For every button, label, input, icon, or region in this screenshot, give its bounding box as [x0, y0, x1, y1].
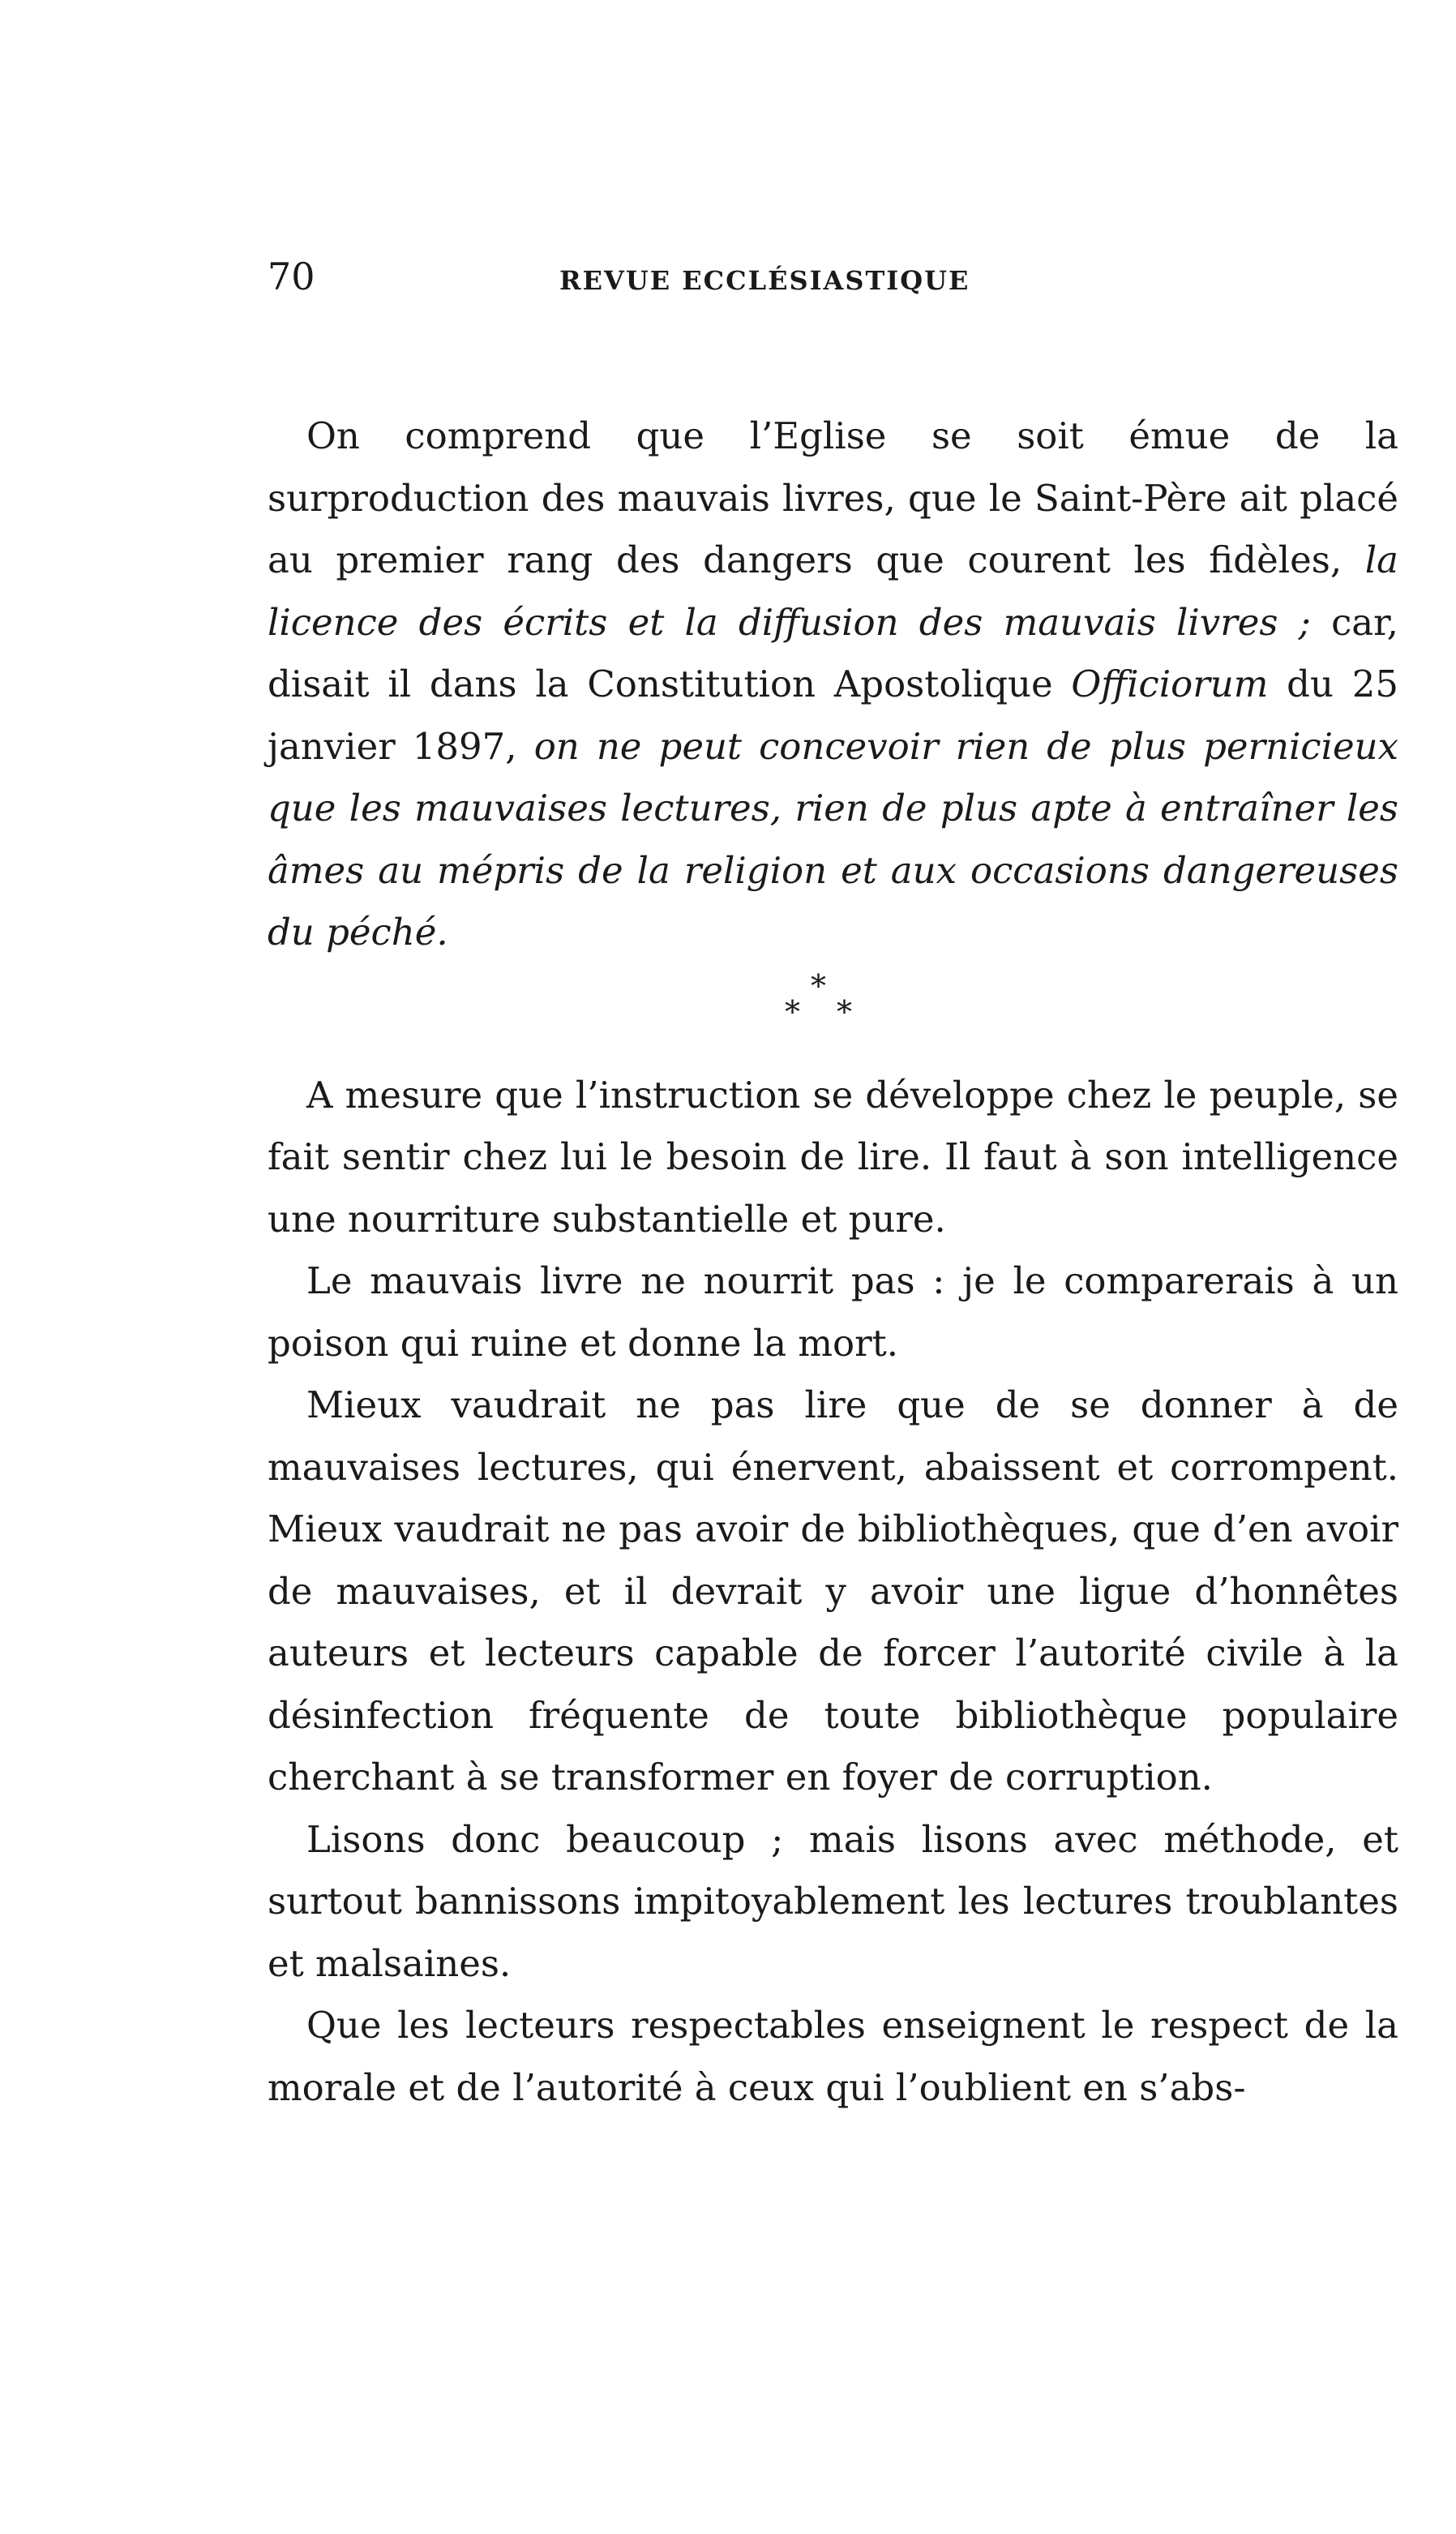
paragraph-quote-text-3: du 25 janvier 1897,	[268, 662, 1398, 768]
paragraph-instruction: A mesure que l’instruction se développe chez le peuple, se fait sentir chez lui le besoin de lire. Il faut à son intelligence une nourriture substantielle et pure.	[268, 1073, 1398, 1241]
paragraph-quote-italic-officiorum: Officiorum	[1071, 662, 1269, 705]
paragraph-quote-text-1: On comprend que l’Eglise se soit émue de la surproduction des mauvais livres, que le Saint-Père ait placé au premier rang des dangers que courent les fidèles,	[268, 414, 1398, 581]
running-title: REVUE ECCLÉSIASTIQUE	[559, 265, 970, 296]
paragraph-mieux-vaudrait: Mieux vaudrait ne pas lire que de se donner à de mauvaises lectures, qui énervent, abaissent et corrompent. Mieux vaudrait ne pas avoir de bibliothèques, que d’en avoir de mauvaises, et il devrait y avoir une ligue d’honnêtes auteurs et lecteurs capable de forcer l’autorité civile à la désinfection fréquente de toute bibliothèque populaire cherchant à se transformer en foyer de corruption.	[268, 1383, 1398, 1799]
paragraph-quote-italic-2: on ne peut concevoir rien de plus pernicieux que les mauvaises lectures, rien de plus apte à entraîner les âmes au mépris de la religion et aux occasions dangereuses du péché.	[268, 724, 1399, 954]
asterism-separator	[268, 964, 1398, 1065]
paragraph-quote-text-2: car, disait il dans la Constitution Apostolique	[268, 600, 1398, 705]
body-text	[268, 405, 1398, 2119]
paragraph-lecteurs: Que les lecteurs respectables enseignent le respect de la morale et de l’autorité à ceux qui l’oublient en s’abs-	[268, 2004, 1398, 2109]
paragraph-lisons: Lisons donc beaucoup ; mais lisons avec méthode, et surtout bannissons impitoyablement les lectures troublantes et malsaines.	[268, 1817, 1398, 1985]
paragraph-mauvais-livre: Le mauvais livre ne nourrit pas : je le comparerais à un poison qui ruine et donne la mort.	[268, 1259, 1398, 1365]
asterism-star-right: *	[837, 993, 852, 1030]
paragraph-quote-italic-1: la licence des écrits et la diffusion des mauvais livres ;	[268, 538, 1398, 644]
asterism-star-top: *	[811, 967, 826, 1004]
paragraph-quote	[268, 405, 1398, 964]
asterism-star-left: *	[785, 993, 800, 1030]
page-number: 70	[268, 255, 315, 298]
